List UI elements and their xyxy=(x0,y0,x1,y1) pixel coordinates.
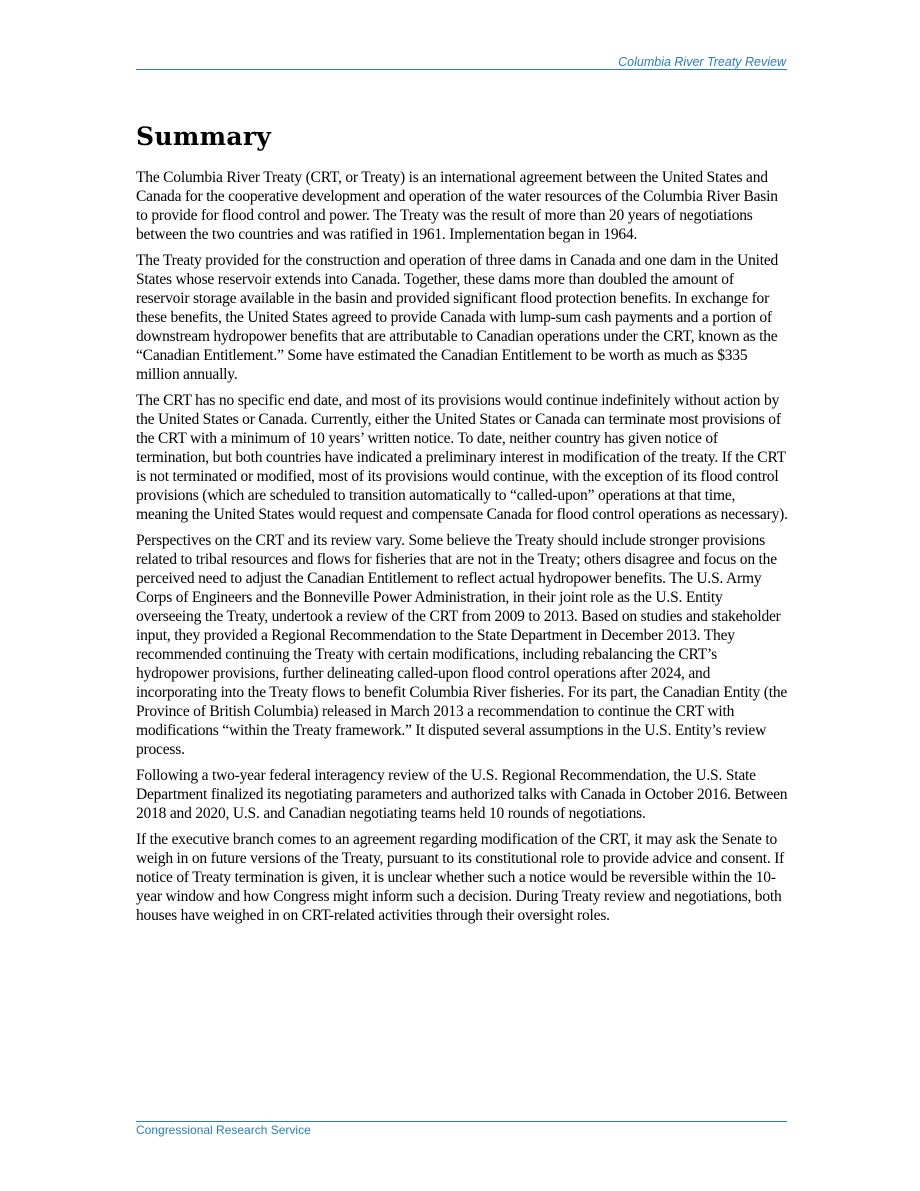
paragraph-congress: If the executive branch comes to an agreement regarding modification of the CRT, it may ask the Senate to weigh in on future versions of the Treaty, pursuant to its constitutional role to provide advice and consent. If notice of Treaty termination is given, it is unclear whether such a notice would be reversible within the 10-year window and how Congress might inform such a decision. During Treaty review and negotiations, both houses have weighed in on CRT-related activities through their oversight roles. xyxy=(136,831,785,924)
running-header-title: Columbia River Treaty Review xyxy=(618,55,786,69)
footer-divider xyxy=(136,1121,787,1122)
footer-publisher: Congressional Research Service xyxy=(136,1123,311,1137)
paragraph-dams: The Treaty provided for the construction and operation of three dams in Canada and one dam in the United States whose reservoir extends into Canada. Together, these dams more than doubled the amount of reservoir storage available in the basin and provided significant flood protection benefits. In exchange for these benefits, the United States agreed to provide Canada with lump-sum cash payments and a portion of downstream hydropower benefits that are attributable to Canadian operations under the CRT, known as the “Canadian Entitlement.” Some have estimated the Canadian Entitlement to be worth as much as $335 million annually. xyxy=(136,252,779,383)
header-divider xyxy=(136,69,787,70)
summary-body xyxy=(136,168,788,932)
paragraph-termination: The CRT has no specific end date, and most of its provisions would continue indefinitely without action by the United States or Canada. Currently, either the United States or Canada can terminate most provisions of the CRT with a minimum of 10 years’ written notice. To date, neither country has given notice of termination, but both countries have indicated a preliminary interest in modification of the treaty. If the CRT is not terminated or modified, most of its provisions would continue, with the exception of its flood control provisions (which are scheduled to transition automatically to “called-upon” operations at that time, meaning the United States would request and compensate Canada for flood control operations as necessary). xyxy=(136,392,788,523)
paragraph-negotiations: Following a two-year federal interagency review of the U.S. Regional Recommendation, the U.S. State Department finalized its negotiating parameters and authorized talks with Canada in October 2016. Between 2018 and 2020, U.S. and Canadian negotiating teams held 10 rounds of negotiations. xyxy=(136,767,788,822)
section-heading: Summary xyxy=(136,122,272,151)
paragraph-intro: The Columbia River Treaty (CRT, or Treaty) is an international agreement between the United States and Canada for the cooperative development and operation of the water resources of the Columbia River Basin to provide for flood control and power. The Treaty was the result of more than 20 years of negotiations between the two countries and was ratified in 1961. Implementation began in 1964. xyxy=(136,169,778,243)
paragraph-perspectives: Perspectives on the CRT and its review vary. Some believe the Treaty should include stronger provisions related to tribal resources and flows for fisheries that are not in the Treaty; others disagree and focus on the perceived need to adjust the Canadian Entitlement to reflect actual hydropower benefits. The U.S. Army Corps of Engineers and the Bonneville Power Administration, in their joint role as the U.S. Entity overseeing the Treaty, undertook a review of the CRT from 2009 to 2013. Based on studies and stakeholder input, they provided a Regional Recommendation to the State Department in December 2013. They recommended continuing the Treaty with certain modifications, including rebalancing the CRT’s hydropower provisions, further delineating called-upon flood control operations after 2024, and incorporating into the Treaty flows to benefit Columbia River fisheries. For its part, the Canadian Entity (the Province of British Columbia) released in March 2013 a recommendation to continue the CRT with modifications “within the Treaty framework.” It disputed several assumptions in the U.S. Entity’s review process. xyxy=(136,532,788,758)
